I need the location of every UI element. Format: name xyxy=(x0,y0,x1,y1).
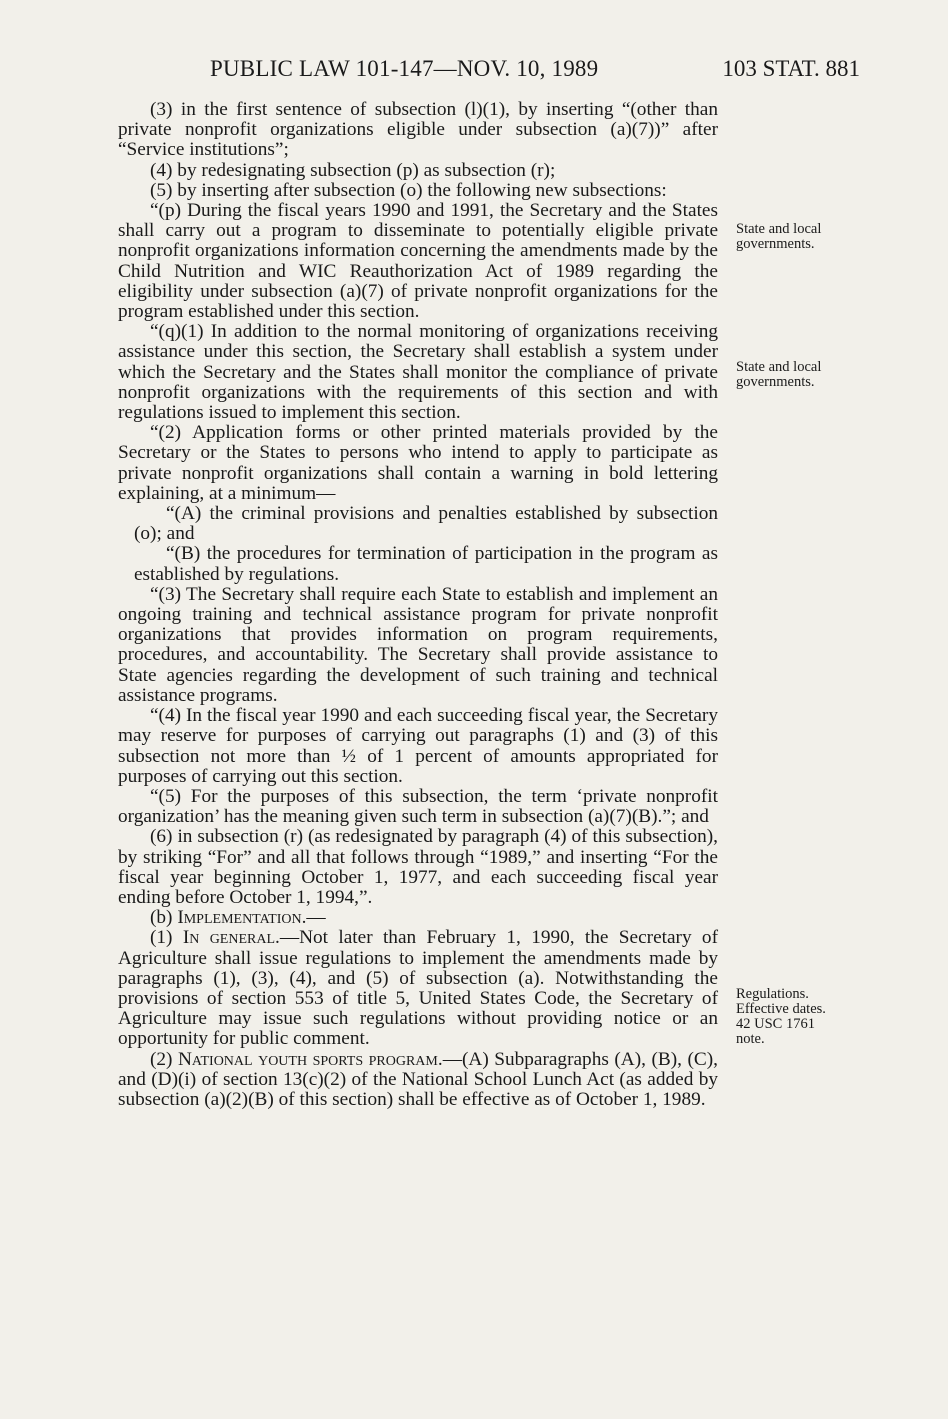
subsection-q2: “(2) Application forms or other printed materials provided by the Secretary or the States to persons who intend to apply to participate as private nonprofit organizations shall contain a warning in bold lettering explaining, at a minimum— xyxy=(118,422,718,504)
implementation-general: (1) In general.—Not later than February 1, 1990, the Secretary of Agriculture shall issue regulations to implement the amendments made by paragraphs (1), (3), (4), and (5) of subsection (a). Notwithstanding the provisions of section 553 of title 5, United States Code, the Secretary of Agriculture may issue such regulations without providing notice or an opportunity for public comment. xyxy=(118,927,718,1050)
subsection-q1: “(q)(1) In addition to the normal monitoring of organizations receiving assistance under this section, the Secretary shall establish a system under which the Secretary and the States shall monitor the compliance of private nonprofit organizations with the requirements of this section and with regulations issued to implement this section. xyxy=(118,321,718,424)
paragraph-6: (6) in subsection (r) (as redesignated by paragraph (4) of this subsection), by striking “For” and all that follows through “1989,” and inserting “For the fiscal year beginning October 1, 1977, and each succeeding fiscal year ending before October 1, 1994,”. xyxy=(118,826,718,908)
paragraph-4: (4) by redesignating subsection (p) as subsection (r); xyxy=(150,159,556,181)
paragraph-3: (3) in the first sentence of subsection (l)(1), by inserting “(other than private nonprofit organizations eligible under subsection (a)(7))” after “Service institutions”; xyxy=(118,99,718,161)
law-title: PUBLIC LAW 101-147—NOV. 10, 1989 xyxy=(210,56,599,81)
clause-a: “(A) the criminal provisions and penalties established by subsection (o); and xyxy=(134,503,718,545)
margin-note-regulations: Regulations. Effective dates. 42 USC 1761 note. xyxy=(736,986,826,1047)
subsection-p: “(p) During the fiscal years 1990 and 1991, the Secretary and the States shall carry out a program to disseminate to potentially eligible private nonprofit organizations information concerning the amendments made by the Child Nutrition and WIC Reauthorization Act of 1989 regarding the eligibility under subsection (a)(7) of private nonprofit organizations for the program established under this section. xyxy=(118,200,718,323)
subsection-q4: “(4) In the fiscal year 1990 and each succeeding fiscal year, the Secretary may reserve for purposes of carrying out paragraphs (1) and (3) of this subsection not more than ½ of 1 percent of amounts appropriated for purposes of carrying out this section. xyxy=(118,705,718,787)
implementation-youth-sports: (2) National youth sports program.—(A) Subparagraphs (A), (B), (C), and (D)(i) of section 13(c)(2) of the National School Lunch Act (as added by subsection (a)(2)(B) of this section) shall be effective as of October 1, 1989. xyxy=(118,1048,718,1110)
paragraph-5: (5) by inserting after subsection (o) the following new subsections: xyxy=(150,179,667,201)
implementation-heading: (b) Implementation.— xyxy=(150,907,326,929)
subsection-q3: “(3) The Secretary shall require each State to establish and implement an ongoing training and technical assistance program for private nonprofit organizations that provides information on program requirements, procedures, and accountability. The Secretary shall provide assistance to State agencies regarding the development of such training and technical assistance programs. xyxy=(118,583,718,706)
stat-page-number: 103 STAT. 881 xyxy=(722,56,860,81)
margin-note-state-local-1: State and local governments. xyxy=(736,221,822,252)
page-header xyxy=(180,56,860,86)
subsection-q5: “(5) For the purposes of this subsection, the term ‘private nonprofit organization’ has the meaning given such term in subsection (a)(7)(B).”; and xyxy=(118,785,718,828)
margin-note-state-local-2: State and local governments. xyxy=(736,359,822,390)
body-text xyxy=(118,100,718,1110)
clause-b: “(B) the procedures for termination of participation in the program as established by regulations. xyxy=(134,543,718,585)
